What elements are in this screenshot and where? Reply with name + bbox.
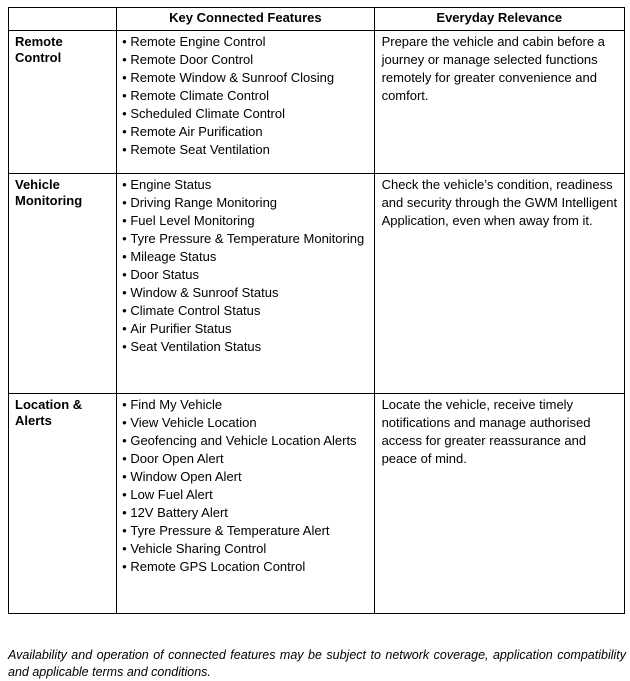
- feature-item: • Remote GPS Location Control: [122, 558, 369, 576]
- relevance-cell: Locate the vehicle, receive timely notifications and manage authorised access for greater reassurance and peace of mind.: [374, 394, 624, 614]
- feature-item: • Fuel Level Monitoring: [122, 212, 369, 230]
- feature-item: • Vehicle Sharing Control: [122, 540, 369, 558]
- feature-item: • Driving Range Monitoring: [122, 194, 369, 212]
- table-row-location-alerts: [9, 394, 625, 614]
- feature-item: • Remote Climate Control: [122, 87, 369, 105]
- feature-item: • Window Open Alert: [122, 468, 369, 486]
- feature-item: • Find My Vehicle: [122, 396, 369, 414]
- feature-item: • Door Status: [122, 266, 369, 284]
- feature-item: • Door Open Alert: [122, 450, 369, 468]
- header-key-features: Key Connected Features: [117, 8, 374, 31]
- table-row-remote-control: [9, 31, 625, 174]
- features-table: [8, 7, 625, 614]
- feature-item: • Seat Ventilation Status: [122, 338, 369, 356]
- feature-item: • Remote Engine Control: [122, 33, 369, 51]
- table-header-row: [9, 8, 625, 31]
- header-category: [9, 8, 117, 31]
- feature-item: • Tyre Pressure & Temperature Monitoring: [122, 230, 369, 248]
- features-cell: [117, 174, 374, 394]
- feature-item: • View Vehicle Location: [122, 414, 369, 432]
- relevance-cell: Prepare the vehicle and cabin before a journey or manage selected functions remotely for greater convenience and comfort.: [374, 31, 624, 174]
- feature-item: • Window & Sunroof Status: [122, 284, 369, 302]
- feature-item: • Scheduled Climate Control: [122, 105, 369, 123]
- features-cell: [117, 31, 374, 174]
- feature-item: • Air Purifier Status: [122, 320, 369, 338]
- features-cell: [117, 394, 374, 614]
- feature-item: • Remote Door Control: [122, 51, 369, 69]
- feature-list: [122, 176, 369, 356]
- feature-item: • Engine Status: [122, 176, 369, 194]
- feature-item: • Climate Control Status: [122, 302, 369, 320]
- feature-item: • Remote Seat Ventilation: [122, 141, 369, 159]
- table-row-vehicle-monitoring: [9, 174, 625, 394]
- feature-item: • Remote Window & Sunroof Closing: [122, 69, 369, 87]
- feature-list: [122, 396, 369, 576]
- category-vehicle-monitoring: Vehicle Monitoring: [9, 174, 117, 394]
- header-everyday-relevance: Everyday Relevance: [374, 8, 624, 31]
- relevance-cell: Check the vehicle’s condition, readiness and security through the GWM Intelligent Application, even when away from it.: [374, 174, 624, 394]
- category-remote-control: Remote Control: [9, 31, 117, 174]
- footnote: Availability and operation of connected features may be subject to network coverage, application compatibility and applicable terms and conditions.: [8, 647, 626, 679]
- feature-item: • Low Fuel Alert: [122, 486, 369, 504]
- feature-item: • Remote Air Purification: [122, 123, 369, 141]
- feature-list: [122, 33, 369, 159]
- category-location-alerts: Location & Alerts: [9, 394, 117, 614]
- feature-item: • Geofencing and Vehicle Location Alerts: [122, 432, 369, 450]
- feature-item: • Mileage Status: [122, 248, 369, 266]
- feature-item: • Tyre Pressure & Temperature Alert: [122, 522, 369, 540]
- feature-item: • 12V Battery Alert: [122, 504, 369, 522]
